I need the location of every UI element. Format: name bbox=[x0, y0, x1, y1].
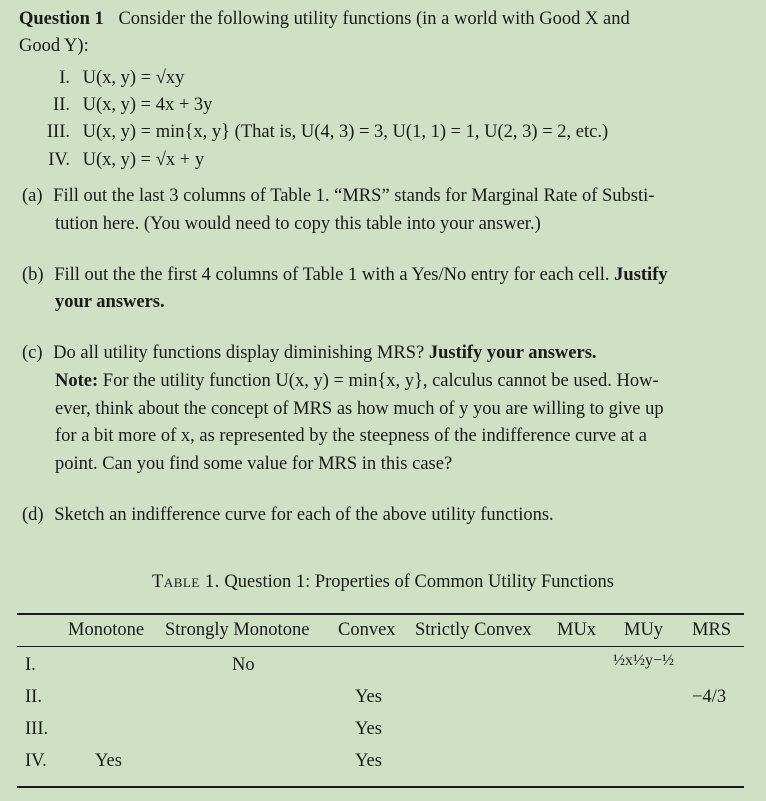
table-header-rule bbox=[17, 646, 744, 647]
header-muy: MUy bbox=[624, 620, 664, 640]
cell-muy: ½x½y−½ bbox=[613, 652, 675, 669]
table-caption bbox=[0, 572, 766, 593]
row-label: I. bbox=[25, 655, 36, 675]
part-a-line2: tution here. (You would need to copy this table into your answer.) bbox=[55, 214, 541, 234]
part-b-line2 bbox=[55, 291, 165, 313]
question-intro-line1: Consider the following utility functions (in a world with Good X and bbox=[118, 9, 630, 29]
part-c-note bbox=[55, 370, 659, 392]
part-c-line1: Do all utility functions display diminishing MRS? bbox=[53, 343, 425, 363]
function-numeral: IV. bbox=[48, 150, 70, 170]
question-intro-line2: Good Y): bbox=[19, 36, 89, 56]
function-formula: U(x, y) = √xy bbox=[82, 68, 185, 88]
function-item bbox=[40, 67, 184, 89]
function-item bbox=[40, 94, 212, 116]
header-mux: MUx bbox=[557, 620, 597, 640]
function-item bbox=[40, 149, 204, 171]
part-a-label: (a) bbox=[22, 186, 43, 206]
part-c-bold: Justify your answers. bbox=[428, 343, 597, 363]
part-b-line1: Fill out the the first 4 columns of Table 1 with a Yes/No entry for each cell. bbox=[54, 265, 610, 285]
part-d-label: (d) bbox=[22, 505, 44, 525]
cell-mrs: −4/3 bbox=[692, 687, 727, 707]
function-numeral: I. bbox=[59, 68, 70, 88]
part-a-line1: Fill out the last 3 columns of Table 1. “MRS” stands for Marginal Rate of Substi- bbox=[53, 186, 655, 206]
function-numeral: II. bbox=[53, 95, 70, 115]
part-c-line3: ever, think about the concept of MRS as how much of y you are willing to give up bbox=[55, 399, 664, 419]
cell-strongly: No bbox=[232, 655, 255, 675]
part-b bbox=[22, 264, 668, 286]
table-caption-text: Question 1: Properties of Common Utility Functions bbox=[224, 572, 614, 592]
header-strictly-convex: Strictly Convex bbox=[415, 620, 532, 640]
cell-convex: Yes bbox=[355, 687, 382, 707]
function-formula: U(x, y) = min{x, y} (That is, U(4, 3) = 3, U(1, 1) = 1, U(2, 3) = 2, etc.) bbox=[82, 122, 609, 142]
table-top-rule bbox=[17, 613, 744, 615]
function-numeral: III. bbox=[46, 122, 70, 142]
part-d-line1: Sketch an indifference curve for each of the above utility functions. bbox=[54, 505, 554, 525]
header-convex: Convex bbox=[338, 620, 396, 640]
part-d bbox=[22, 504, 554, 526]
question-label: Question 1 bbox=[19, 9, 104, 29]
row-label: III. bbox=[25, 719, 49, 739]
header-strongly-monotone: Strongly Monotone bbox=[165, 620, 310, 640]
part-c-line5: point. Can you find some value for MRS in this case? bbox=[55, 454, 453, 474]
header-monotone: Monotone bbox=[68, 620, 145, 640]
question-intro bbox=[19, 8, 630, 30]
part-c bbox=[22, 342, 597, 364]
row-label: II. bbox=[25, 687, 42, 707]
part-b-line2-bold: your answers. bbox=[55, 292, 165, 312]
note-label: Note: bbox=[55, 371, 99, 391]
part-a bbox=[22, 185, 654, 207]
part-c-label: (c) bbox=[22, 343, 43, 363]
part-c-line4: for a bit more of x, as represented by the steepness of the indifference curve at a bbox=[55, 426, 647, 446]
cell-convex: Yes bbox=[355, 751, 382, 771]
table-bottom-rule bbox=[17, 786, 744, 788]
cell-monotone: Yes bbox=[95, 751, 122, 771]
part-b-label: (b) bbox=[22, 265, 44, 285]
part-b-bold: Justify bbox=[614, 265, 668, 285]
table-caption-label: Table 1. bbox=[152, 572, 220, 592]
function-formula: U(x, y) = 4x + 3y bbox=[82, 95, 213, 115]
function-formula: U(x, y) = √x + y bbox=[82, 150, 205, 170]
part-c-line2: For the utility function U(x, y) = min{x, y}, calculus cannot be used. How- bbox=[102, 371, 659, 391]
cell-convex: Yes bbox=[355, 719, 382, 739]
row-label: IV. bbox=[25, 751, 47, 771]
header-mrs: MRS bbox=[692, 620, 732, 640]
function-item bbox=[40, 121, 608, 143]
